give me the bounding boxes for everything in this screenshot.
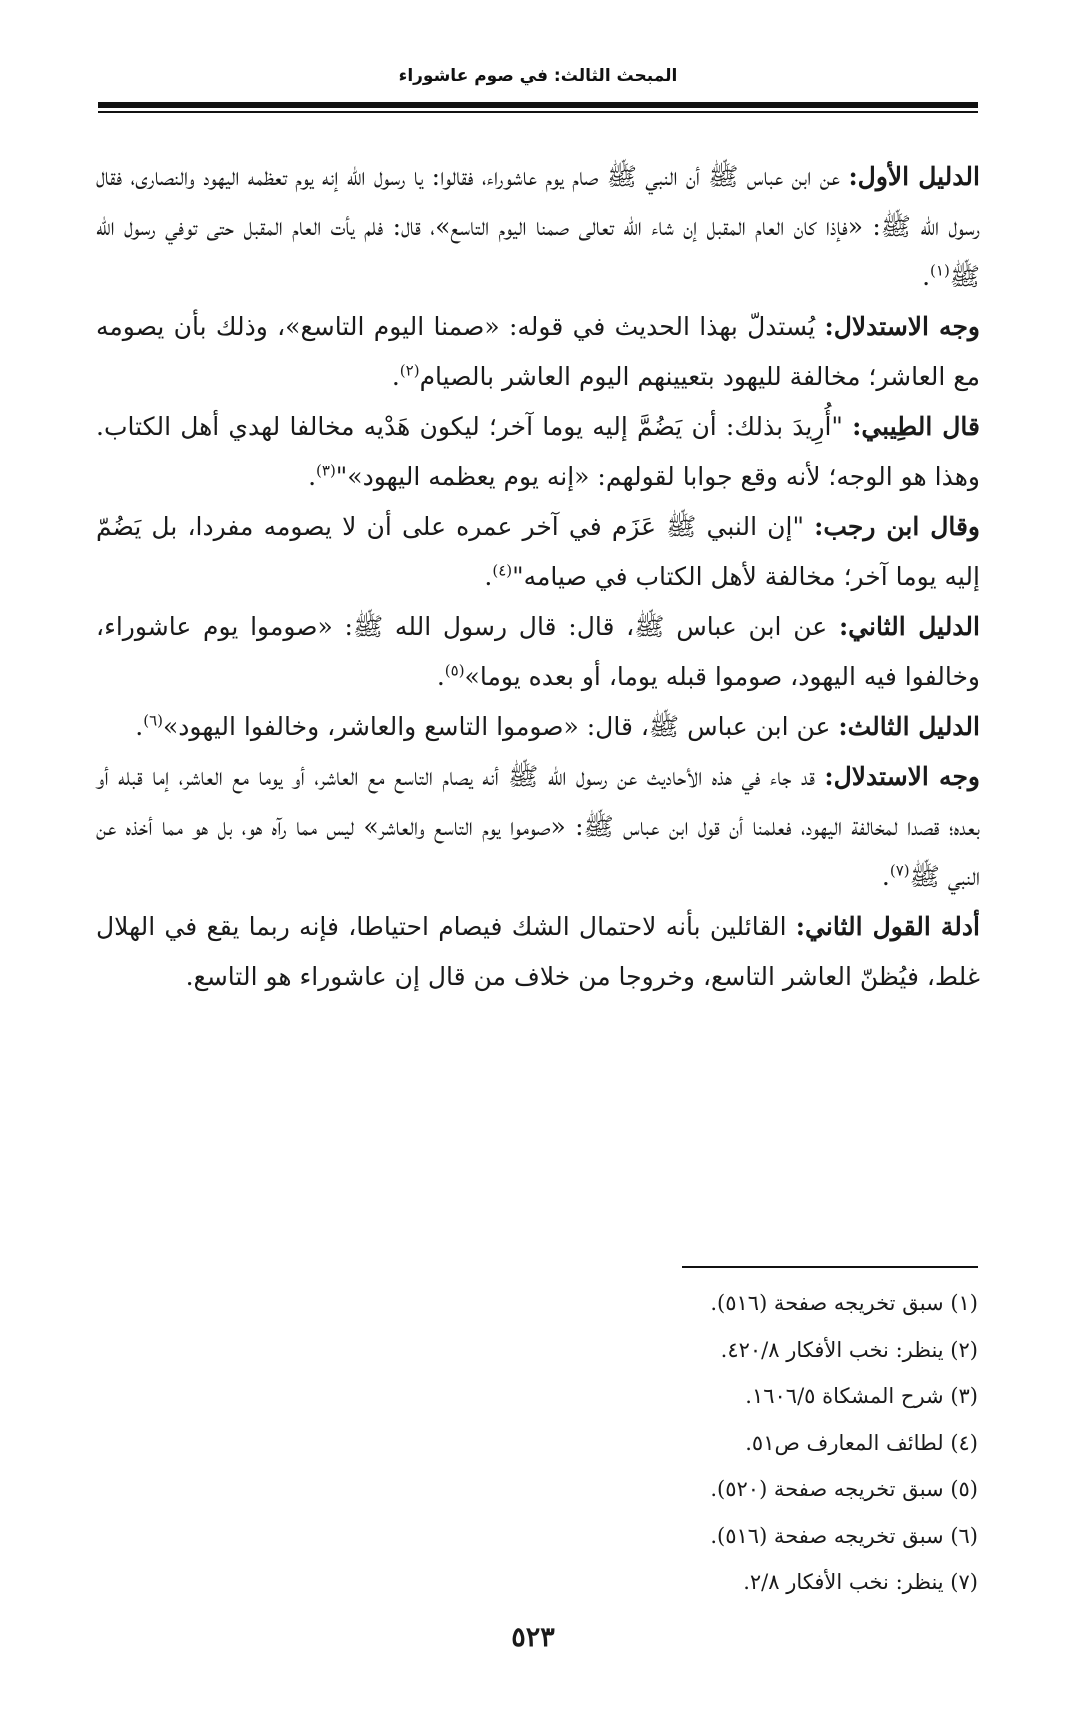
paragraph-tail: . xyxy=(391,362,400,391)
paragraph-lead: وقال ابن رجب: xyxy=(814,512,980,541)
footnote-item: (٥) سبق تخريجه صفحة (٥٢٠). xyxy=(710,1477,978,1501)
paragraph-text: "أُرِيدَ بذلك: أن يَضُمَّ إليه يوما آخر؛ ليكون هَدْيه مخالفا لهدي أهل الكتاب. وهذا هو الوجه؛ لأنه وقع جوابا لقولهم: «إنه يوم يعظمه اليهود»" xyxy=(96,412,980,491)
footnotes xyxy=(500,1280,978,1606)
paragraph-tail: . xyxy=(484,562,493,591)
header-rule-thin xyxy=(98,111,978,113)
footnote-ref: (٤) xyxy=(492,561,513,580)
paragraph-lead: الدليل الثاني: xyxy=(838,612,980,641)
footnote-ref: (٥) xyxy=(444,661,465,680)
footnote-item: (٧) ينظر: نخب الأفكار ٢/٨. xyxy=(743,1570,978,1594)
body-text xyxy=(96,152,980,1002)
paragraph-lead: الدليل الأول: xyxy=(848,162,980,191)
paragraph-text: القائلين بأنه لاحتمال الشك فيصام احتياطا، فإنه ربما يقع في الهلال غلط، فيُظنّ العاشر التاسع، وخروجا من خلاف من قال إن عاشوراء هو التاسع. xyxy=(96,912,980,991)
paragraph-tail: . xyxy=(922,262,931,291)
header-rule-thick xyxy=(98,102,978,108)
paragraph-lead: أدلة القول الثاني: xyxy=(795,912,980,941)
footnote-ref: (٢) xyxy=(399,361,420,380)
paragraph-inference-1 xyxy=(96,302,980,402)
paragraph-text: يُستدلّ بهذا الحديث في قوله: «صمنا اليوم التاسع»، وذلك بأن يصومه مع العاشر؛ مخالفة لليهود بتعيينهم اليوم العاشر بالصيام xyxy=(96,312,980,391)
paragraph-lead: وجه الاستدلال: xyxy=(824,312,980,341)
paragraph-tail: . xyxy=(436,662,445,691)
paragraph-lead: وجه الاستدلال: xyxy=(824,762,980,791)
paragraph-text: "إن النبي ﷺ عَزَم في آخر عمره على أن لا يصومه مفردا، بل يَضُمّ إليه يوما آخر؛ مخالفة لأهل الكتاب في صيامه" xyxy=(96,512,980,591)
paragraph-tail: . xyxy=(135,712,144,741)
paragraph-text: قد جاء في هذه الأحاديث عن رسول الله ﷺ أنه يصام التاسع مع العاشر، أو يوما مع العاشر، إما قبله أو بعده؛ قصدا لمخالفة اليهود، فعلمنا أن قول ابن عباس ﷺ: «صوموا يوم التاسع والعاشر» ليس مما رآه هو، بل هو مما أخذه عن النبي ﷺ xyxy=(96,762,980,891)
footnote-ref: (٣) xyxy=(316,461,336,480)
paragraph-tail: . xyxy=(308,462,317,491)
paragraph-evidence-1 xyxy=(96,152,980,302)
footnote-item: (٦) سبق تخريجه صفحة (٥١٦). xyxy=(710,1523,978,1548)
paragraph-ibn-rajab xyxy=(96,502,980,602)
paragraph-text: عن ابن عباس ﷺ، قال: «صوموا التاسع والعاشر، وخالفوا اليهود» xyxy=(162,712,839,741)
paragraph-tail: . xyxy=(881,862,890,891)
footnote-separator xyxy=(682,1266,978,1268)
footnote-item: (٢) ينظر: نخب الأفكار ٤٢٠/٨. xyxy=(720,1337,978,1362)
footnote-item: (٤) لطائف المعارف ص٥١. xyxy=(745,1430,978,1455)
paragraph-text: عن ابن عباس ﷺ أن النبي ﷺ صام يوم عاشوراء، فقالوا: يا رسول الله إنه يوم تعظمه اليهود والنصارى، فقال رسول الله ﷺ: «فإذا كان العام المقبل إن شاء الله تعالى صمنا اليوم التاسع»، قال: فلم يأت العام المقبل حتى توفي رسول الله ﷺ xyxy=(96,162,980,291)
paragraph-tibi xyxy=(96,402,980,502)
footnote-ref: (٦) xyxy=(143,711,163,730)
footnote-ref: (١) xyxy=(930,261,950,280)
paragraph-inference-2 xyxy=(96,752,980,902)
running-head: المبحث الثالث: في صوم عاشوراء xyxy=(398,66,678,86)
paragraph-evidence-3 xyxy=(96,702,980,752)
paragraph-second-opinion xyxy=(96,902,980,1002)
footnote-item: (٣) شرح المشكاة ١٦٠٦/٥. xyxy=(745,1384,978,1408)
footnote-item: (١) سبق تخريجه صفحة (٥١٦). xyxy=(710,1291,978,1315)
paragraph-lead: الدليل الثالث: xyxy=(838,712,980,741)
paragraph-evidence-2 xyxy=(96,602,980,702)
page-number: ٥٢٣ xyxy=(511,1622,555,1653)
paragraph-lead: قال الطِيبي: xyxy=(852,412,980,441)
footnote-ref: (٧) xyxy=(889,861,910,880)
paragraph-text: عن ابن عباس ﷺ، قال: قال رسول الله ﷺ: «صوموا يوم عاشوراء، وخالفوا فيه اليهود، صوموا قبله يوما، أو بعده يوما» xyxy=(96,612,980,691)
